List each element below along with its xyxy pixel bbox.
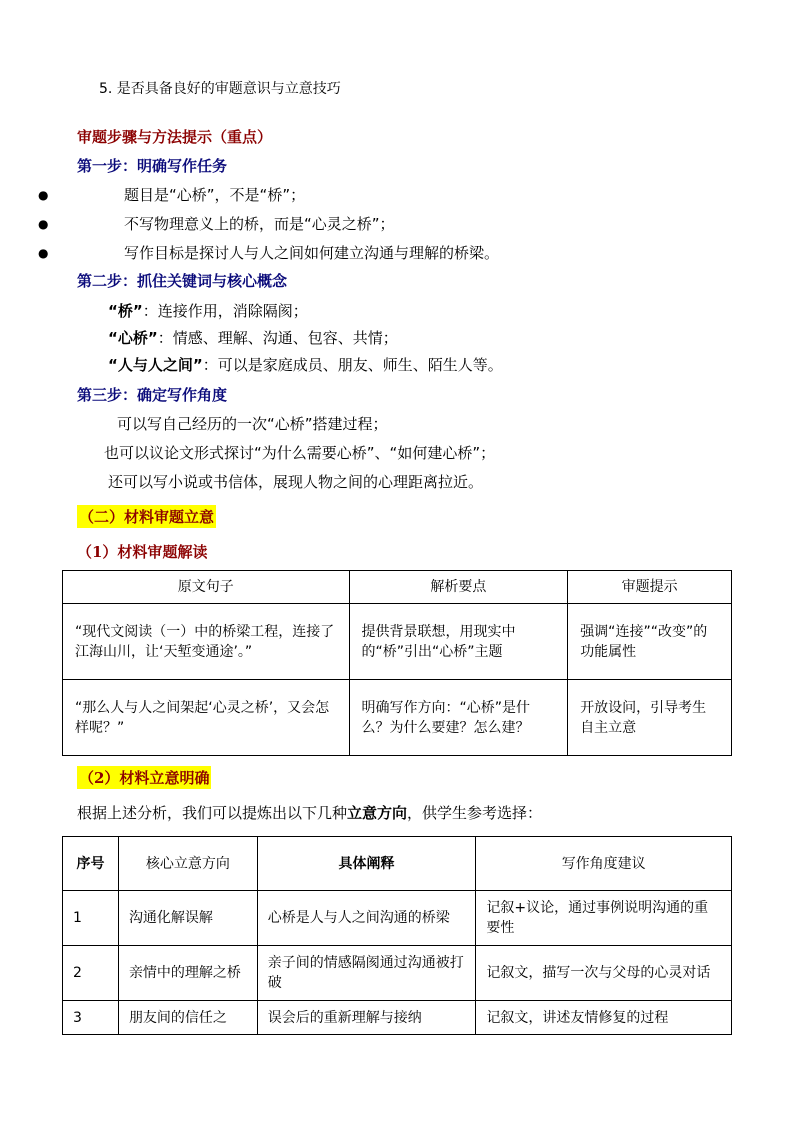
table-header-cell: 解析要点 (349, 571, 568, 604)
table-cell: 开放设问，引导考生自主立意 (568, 680, 732, 756)
table-cell: 记叙文，描写一次与父母的心灵对话 (476, 946, 732, 1001)
table-cell: 记叙+议论，通过事例说明沟通的重要性 (476, 891, 732, 946)
step3-line-1: 可以写自己经历的一次“心桥”搭建过程； (117, 415, 388, 433)
step1-bullet-3: 写作目标是探讨人与人之间如何建立沟通与理解的桥梁。 (124, 244, 500, 262)
table-cell: 朋友间的信任之 (118, 1001, 257, 1035)
table-cell: 1 (63, 891, 119, 946)
table-cell: 亲情中的理解之桥 (118, 946, 257, 1001)
step3-line-3: 还可以写小说或书信体，展现人物之间的心理距离拉近。 (108, 473, 484, 491)
intro-paragraph (77, 802, 542, 823)
analysis-table (62, 570, 732, 756)
table-cell: “现代文阅读（一）中的桥梁工程，连接了江海山川，让‘天堑变通途’。” (63, 604, 350, 680)
keyword-term: “桥” (108, 302, 143, 320)
table-header-cell: 具体阐释 (257, 837, 476, 891)
keyword-desc: ：情感、理解、沟通、包容、共情； (157, 329, 398, 347)
table-cell: 记叙文，讲述友情修复的过程 (476, 1001, 732, 1035)
keyword-desc: ：连接作用，消除隔阂； (142, 302, 308, 320)
table-cell: 沟通化解误解 (118, 891, 257, 946)
keyword-term: “人与人之间” (108, 356, 203, 374)
keyword-desc: ：可以是家庭成员、朋友、师生、陌生人等。 (202, 356, 503, 374)
table-cell: 提供背景联想，用现实中的“桥”引出“心桥”主题 (349, 604, 568, 680)
sub1-title: （1）材料审题解读 (77, 543, 208, 561)
table-cell: 心桥是人与人之间沟通的桥梁 (257, 891, 476, 946)
intro-highlight: 立意方向 (347, 804, 408, 822)
bullet-icon: ● (38, 188, 49, 202)
table-cell: 强调“连接”“改变”的功能属性 (568, 604, 732, 680)
table-cell: 2 (63, 946, 119, 1001)
part2-title: （二）材料审题立意 (77, 505, 216, 528)
table-header-row (63, 837, 732, 891)
theme-table (62, 836, 732, 1035)
table-cell: 误会后的重新理解与接纳 (257, 1001, 476, 1035)
table-row (63, 1001, 732, 1035)
table-cell: 明确写作方向：“心桥”是什么？为什么要建？怎么建？ (349, 680, 568, 756)
table-row (63, 680, 732, 756)
intro-text: 根据上述分析，我们可以提炼出以下几种 (77, 804, 348, 822)
keyword-between-people (108, 354, 503, 375)
step1-bullet-1: 题目是“心桥”，不是“桥”； (124, 186, 306, 204)
table-cell: “那么人与人之间架起‘心灵之桥’，又会怎样呢？” (63, 680, 350, 756)
keyword-heart-bridge (108, 327, 398, 348)
step1-title: 第一步：明确写作任务 (77, 157, 228, 175)
step1-bullet-2: 不写物理意义上的桥，而是“心灵之桥”； (124, 215, 395, 233)
table-header-cell: 写作角度建议 (476, 837, 732, 891)
bullet-icon: ● (38, 217, 49, 231)
bullet-icon: ● (38, 246, 49, 260)
step3-title: 第三步：确定写作角度 (77, 386, 228, 404)
table-row (63, 604, 732, 680)
table-header-row (63, 571, 732, 604)
step2-title: 第二步：抓住关键词与核心概念 (77, 272, 288, 290)
table-cell: 亲子间的情感隔阂通过沟通被打破 (257, 946, 476, 1001)
table-header-cell: 原文句子 (63, 571, 350, 604)
list-item-5: 5. 是否具备良好的审题意识与立意技巧 (99, 81, 341, 97)
table-header-cell: 审题提示 (568, 571, 732, 604)
table-header-cell: 核心立意方向 (118, 837, 257, 891)
keyword-term: “心桥” (108, 329, 158, 347)
sub2-title: （2）材料立意明确 (77, 766, 211, 789)
table-row (63, 946, 732, 1001)
table-cell: 3 (63, 1001, 119, 1035)
intro-text: ，供学生参考选择： (407, 804, 543, 822)
section-title: 审题步骤与方法提示（重点） (77, 128, 273, 146)
keyword-bridge (108, 300, 308, 321)
step3-line-2: 也可以议论文形式探讨“为什么需要心桥”、“如何建心桥”； (104, 444, 496, 462)
table-header-cell: 序号 (63, 837, 119, 891)
table-row (63, 891, 732, 946)
